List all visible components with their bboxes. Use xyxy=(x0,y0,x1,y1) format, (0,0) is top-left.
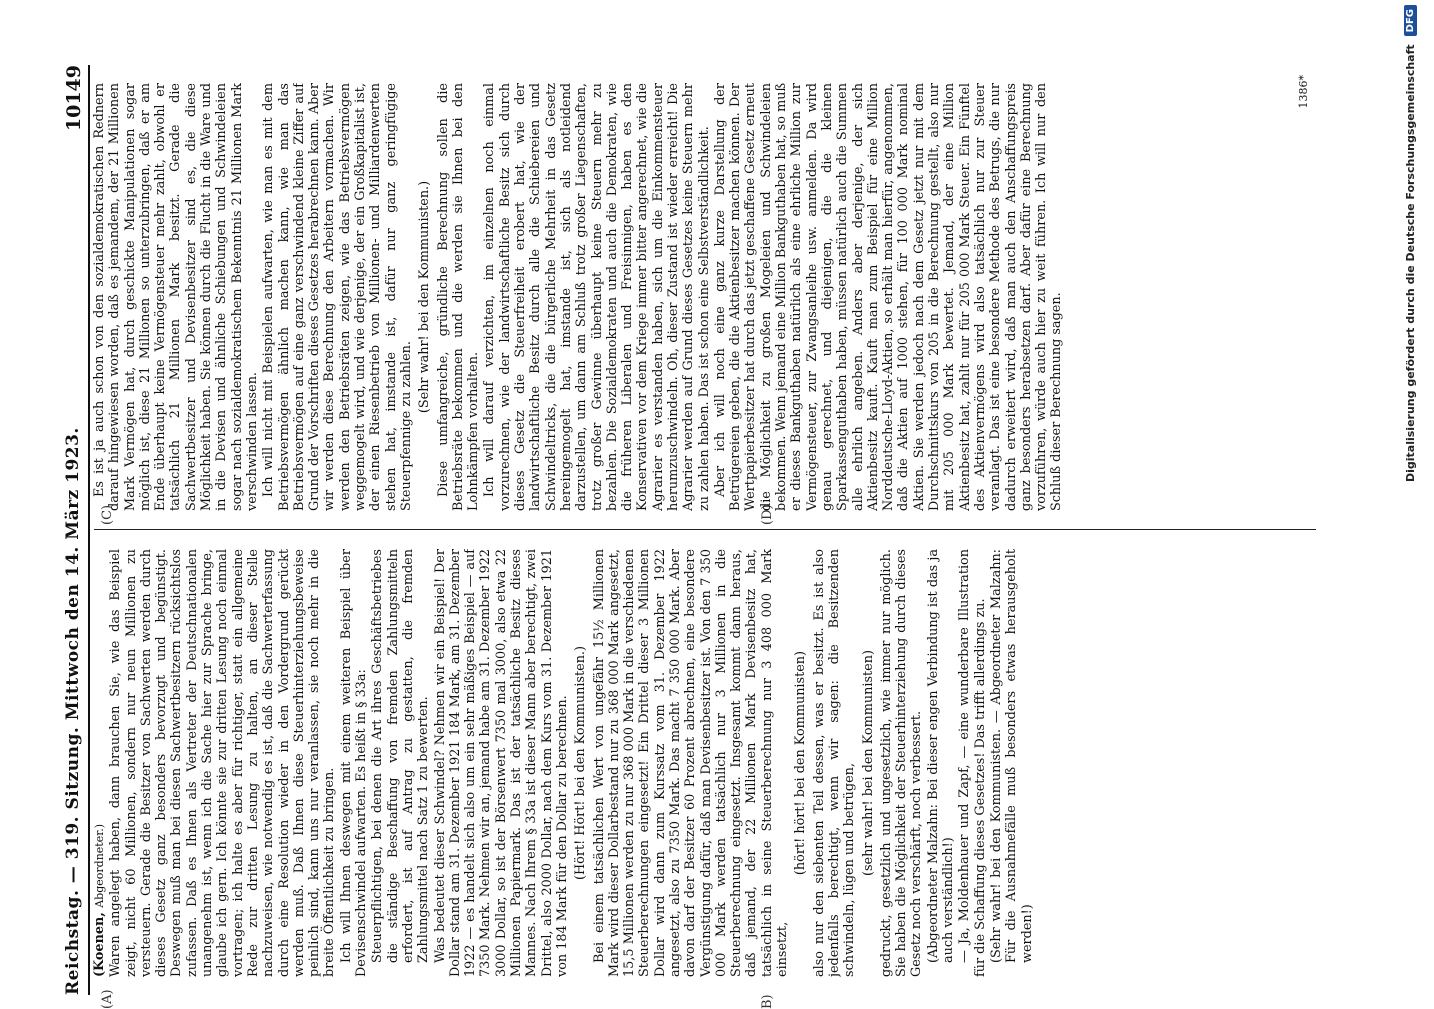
paragraph: Ich will darauf verzichten, im einzelnen noch einmal vorzurechnen, wie der landwirtschaftliche Besitz sich durch dieses Gesetz die Steuerfreiheit erobert hat, wie der landwirtschaftliche Besitz durch alle die Schiebereien und Schwindeltricks, die die bürgerliche Mehrheit in das Gesetz hereingemogelt hat, imstande ist, sich als notleidend darzustellen, um dann am Schluß trotz großer Liegenschaften, trotz großer Gewinne überhaupt keine Steuern mehr zu bezahlen. Die Sozialdemokraten und auch die Demokraten, wie die früheren Liberalen und Freisinnigen, haben es den Konservativen vor dem Kriege immer bitter angerechnet, wie die Agrarier es verstanden haben, sich um die Einkommensteuer herumzuschwindeln. Oh, dieser Zustand ist wieder erreicht! Die Agrarier werden auf Grund dieses Gesetzes keine Steuern mehr zu zahlen haben. Das ist schon eine Selbstverständlichkeit. xyxy=(482,83,712,511)
digitization-credit xyxy=(1395,5,1425,995)
paragraph: Bei einem tatsächlichen Wert von ungefähr 15½ Millionen Mark wird dieser Dollarbestand nur zu 368 000 Mark angesetzt, 15,5 Millionen werden zu nur 368 000 Mark in die verschiedenen Steuerberechnungen eingesetzt! Ein Drittel dieser 3 Millionen Dollar wird dann zum Kurssatz vom 31. Dezember 1922 angesetzt, also zu 7350 Mark. Das macht 7 350 000 Mark. Aber davon darf der Besitzer 60 Prozent abrechnen, eine besondere Vergünstigung dafür, daß man Devisenbesitzer ist. Von den 7 350 000 Mark werden tatsächlich nur 3 Millionen in die Steuerberechnung eingesetzt. Insgesamt kommt dann heraus, daß jemand, der 22 Millionen Mark Devisenbesitz hat, tatsächlich in seine Steuerberechnung nur 3 408 000 Mark einsetzt, xyxy=(591,549,791,977)
header-title: Reichstag. — 319. Sitzung. Mittwoch den 14. März 1923. xyxy=(63,427,83,995)
paragraph: Diese umfangreiche, gründliche Berechnung sollen die Betriebsräte bekommen und die werden sie Ihnen bei den Lohnkämpfen vorhalten. xyxy=(435,83,482,511)
page-reference: 1386* xyxy=(1297,75,1310,109)
page-number: 10149 xyxy=(63,65,85,132)
paragraph: Aber ich will noch eine ganz kurze Darstellung der Betrügereien geben, die die Aktienbesitzer machen können. Der Wertpapierbesitzer hat durch das jetzt geschaffene Gesetz erneut die Möglichkeit zu großen Mogeleien und Schwindeleien bekommen. Wenn jemand eine Million Bankguthaben hat, so muß er dieses Bankguthaben natürlich als eine ehrliche Million zur Vermögensteuer, zur Zwangsanleihe usw. anmelden. Da wird genau gerechnet, und diejenigen, die die kleinen Sparkassenguthaben haben, müssen natürlich auch die Summen alle ehrlich angeben. Anders aber derjenige, der sich Aktienbesitz kauft. Kauft man zum Beispiel für eine Million Norddeutsche-Lloyd-Aktien, so erhält man hierfür, angenommen, daß die Aktien auf 1000 stehen, für 100 000 Mark nominal Aktien. Sie werden jedoch nach dem Gesetz jetzt nur mit dem Durchschnittskurs von 205 in die Berechnung gestellt, also nur mit 205 000 Mark bewertet. Jemand, der eine Million Aktienbesitz hat, zahlt nur für 205 000 Mark Steuer. Ein Fünftel des Aktienvermögens wird also tatsächlich nur zur Steuer veranlagt. Das ist eine besondere Methode des Betrugs, die nur dadurch erweitert wird, daß man auch den Anschaffungspreis ganz besonders herabsetzen darf. Aber dafür eine Berechnung vorzuführen, würde auch hier zu weit führen. Ich will nur den Schluß dieser Berechnung sagen. xyxy=(712,83,1065,511)
document-page xyxy=(60,65,1320,1009)
paragraph: Ich will Ihnen deswegen mit einem weiteren Beispiel über Devisenschwindel aufwarten. Es heißt in § 33a: xyxy=(338,549,370,977)
digitization-note: Digitalisierung gefördert durch die Deutsche Forschungsgemeinschaft xyxy=(1403,44,1417,483)
paragraph: Ich will nicht mit Beispielen aufwarten, wie man es mit dem Betriebsvermögen ähnlich machen kann, wie man das Betriebsvermögen auf eine ganz verschwindend kleine Ziffer auf Grund der Vorschriften dieses Gesetzes herabrechnen kann. Aber wir werden diese Berechnung den Arbeitern vormachen. Wir werden den Betriebsräten zeigen, wie das Betriebsvermögen weggemogelt wird, und wie derjenige, der ein Großkapitalist ist, der einen Riesenbetrieb von Millionen- und Milliardenwerten stehen hat, imstande ist, dafür nur ganz geringfügige Steuerpfennige zu zahlen. xyxy=(261,83,414,511)
paragraph: Waren angelegt haben, dann brauchen Sie, wie das Beispiel zeigt, nicht 60 Millionen, sondern nur neun Millionen zu versteuern. Gerade die Besitzer von Sachwerten werden durch dieses Gesetz ganz besonders bevorzugt und begünstigt. Deswegen muß man bei diesen Sachwertbesitzern rücksichtslos zufassen. Daß es Ihnen als Vertreter der Deutschnationalen unangenehm ist, wenn ich die Sache hier zur Sprache bringe, glaube ich gern. Ich könnte sie zur dritten Lesung noch einmal vortragen; ich halte es aber für richtiger, statt ein allgemeine Rede zur dritten Lesung zu halten, an dieser Stelle nachzuweisen, wie notwendig es ist, daß die Sachwerterfassung durch eine Resolution wieder in den Vordergrund gerückt werden muß. Daß Ihnen diese Steuerhinterziehungsbeweise peinlich sind, kann uns nur veranlassen, sie noch mehr in die breite Öffentlichkeit zu bringen. xyxy=(108,549,338,977)
speaker-name: (Koenen, xyxy=(92,907,107,977)
interjection: (Hört! Hört! bei den Kommunisten.) xyxy=(573,646,589,881)
interjection: (Sehr wahr! bei den Kommunisten. — Abgeordneter Malzahn: Für die Ausnahmefälle muß besonders etwas herausgeholt werden!) xyxy=(988,549,1035,963)
dfg-logo: DFG xyxy=(1404,5,1417,36)
text-column-right xyxy=(92,83,1320,511)
page-header xyxy=(60,65,90,995)
margin-marker-b: B) xyxy=(760,994,775,1009)
speaker-line xyxy=(92,549,107,977)
paragraph: also nur den siebenten Teil dessen, was er besitzt. Es ist also jedenfalls berechtigt, wenn wir sagen: die Besitzenden schwindeln, lügen und betrügen, xyxy=(811,549,858,977)
interjection: (sehr wahr! bei den Kommunisten) xyxy=(860,650,876,876)
interjection: (hört! hört! bei den Kommunisten) xyxy=(793,650,809,876)
text-column-left xyxy=(92,549,1320,977)
paragraph: — Ja, Moldenhauer und Zapf, — eine wunderbare Illustration für die Schaffung dieses Gesetzes! Das trifft allerdings zu. xyxy=(957,549,988,977)
quoted-paragraph: Steuerpflichtigen, bei denen die Art ihres Geschäftsbetriebes die ständige Beschaffung von fremden Zahlungsmitteln erfordert, ist auf Antrag zu gestatten, die fremden Zahlungsmittel nach Satz 1 zu bewerten. xyxy=(370,549,432,963)
paragraph: gedruckt, gesetzlich und ungesetzlich, wie immer nur möglich. Sie haben die Möglichkeit der Steuerhinterziehung durch dieses Gesetz noch verschärft, noch verbessert. xyxy=(878,549,925,977)
paragraph: Was bedeutet dieser Schwindel? Nehmen wir ein Beispiel! Der Dollar stand am 31. Dezember 1921 184 Mark, am 31. Dezember 1922 — es handelt sich also um ein sehr mäßiges Beispiel — auf 7350 Mark. Nehmen wir an, jemand habe am 31. Dezember 1922 3000 Dollar, so ist der Börsenwert 7350 mal 3000, also etwa 22 Millionen Papiermark. Das ist der tatsächliche Besitz dieses Mannes. Nach Ihrem § 33a ist dieser Mann aber berechtigt, zwei Drittel, also 2000 Dollar, nach dem Kurs vom 31. Dezember 1921 von 184 Mark für den Dollar zu berechnen. xyxy=(432,549,570,977)
interjection: (Sehr wahr! bei den Kommunisten.) xyxy=(417,180,433,414)
margin-marker-d: (D) xyxy=(760,504,775,525)
margin-marker-a: (A) xyxy=(100,989,115,1009)
paragraph: Es ist ja auch schon von den sozialdemokratischen Rednern darauf hingewiesen worden, daß es jemandem, der 21 Millionen Mark Vermögen hat, durch geschickte Manipulationen sogar möglich ist, diese 21 Millionen so unterzubringen, daß er am Ende überhaupt keine Vermögensteuer mehr zahlt, obwohl er tatsächlich 21 Millionen Mark besitzt. Gerade die Sachwertbesitzer und Devisenbesitzer sind es, die diese Möglichkeit haben. Sie können durch die Flucht in die Ware und in die Devisen und ähnliche Schiebungen und Schwindeleien sogar nach sozialdemokratischem Bekenntnis 21 Millionen Mark verschwinden lassen. xyxy=(92,83,260,511)
margin-marker-c: (C) xyxy=(100,504,115,525)
interjection: (Abgeordneter Malzahn: Bei dieser engen Verbindung ist das ja auch verständlich!) xyxy=(925,549,957,963)
column-divider xyxy=(94,529,1316,530)
speaker-role: Abgeordneter.) xyxy=(93,823,106,908)
